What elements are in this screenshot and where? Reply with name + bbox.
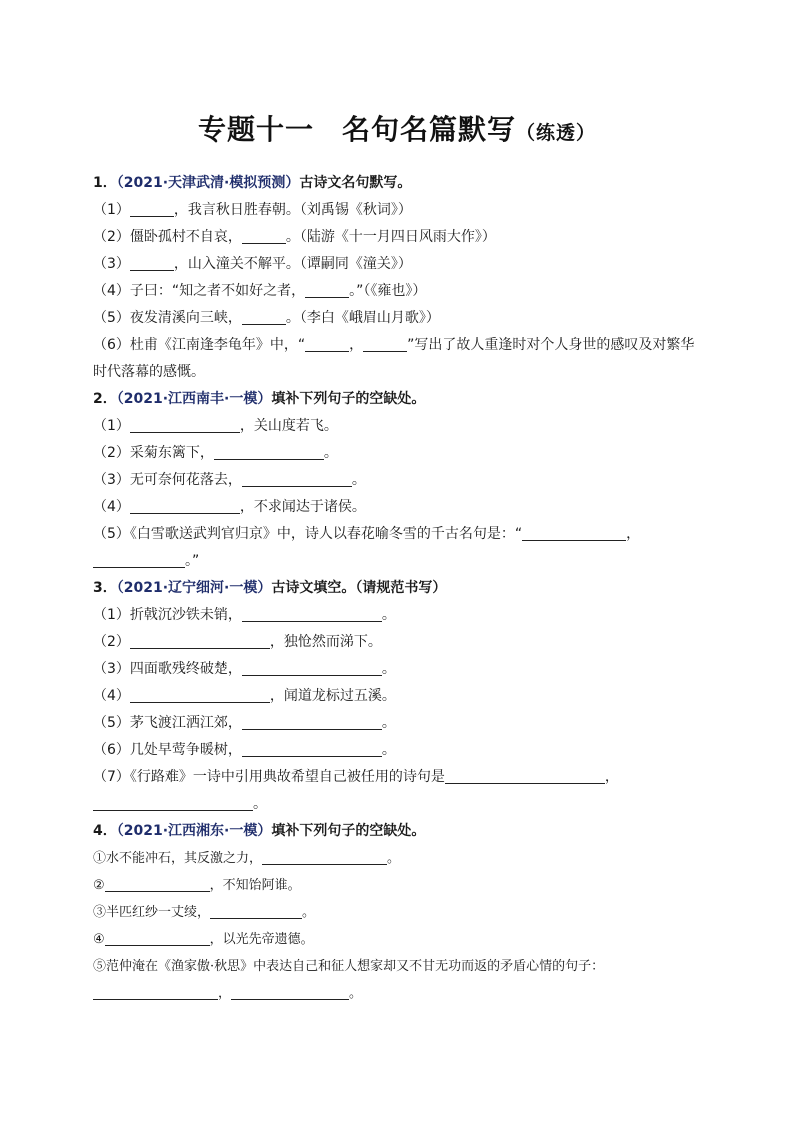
question-4-source: （2021·江西湘东·一模） — [116, 823, 272, 839]
q3-item-5: （5）茅飞渡江洒江郊， 。 — [93, 715, 396, 731]
q1-item-5: （5）夜发清溪向三峡， 。（李白《峨眉山月歌》） — [93, 310, 440, 326]
q1-item-4: （4）子曰：“知之者不如好之者， 。”（《雍也》） — [93, 283, 427, 299]
answer-blank[interactable] — [363, 336, 407, 352]
answer-blank[interactable] — [130, 687, 270, 703]
q3-item-1: （1）折戟沉沙铁未销， 。 — [93, 607, 396, 623]
answer-blank[interactable] — [130, 633, 270, 649]
answer-blank[interactable] — [105, 876, 210, 892]
answer-blank[interactable] — [214, 444, 324, 460]
question-3-heading: 3．（2021·辽宁细河·一模）古诗文填空。（请规范书写） — [93, 580, 447, 596]
q4-item-2: ② ，不知饴阿谁。 — [93, 878, 301, 893]
answer-blank[interactable] — [262, 849, 387, 865]
answer-blank[interactable] — [242, 741, 382, 757]
title-main: 专题十一 — [197, 113, 314, 146]
answer-blank[interactable] — [305, 336, 349, 352]
answer-blank[interactable] — [242, 660, 382, 676]
q1-item-1: （1） ，我言秋日胜春朝。（刘禹锡《秋词》） — [93, 202, 412, 218]
question-4-heading: 4．（2021·江西湘东·一模）填补下列句子的空缺处。 — [93, 823, 426, 839]
q3-item-3: （3）四面歌残终破楚， 。 — [93, 661, 396, 677]
title-main-2: 名句名篇默写 — [341, 113, 516, 146]
question-2-source: （2021·江西南丰·一模） — [116, 391, 272, 407]
answer-blank[interactable] — [130, 255, 174, 271]
answer-blank[interactable] — [242, 471, 352, 487]
q2-item-4: （4） ，不求闻达于诸侯。 — [93, 499, 366, 515]
q4-item-5-cont: ， 。 — [93, 980, 705, 1007]
q3-item-2: （2） ，独怆然而涕下。 — [93, 634, 382, 650]
answer-blank[interactable] — [93, 552, 185, 568]
q1-item-3: （3） ，山入潼关不解平。（谭嗣同《潼关》） — [93, 256, 412, 272]
title-sub: （练透） — [516, 122, 597, 144]
q4-item-5: ⑤范仲淹在《渔家傲·秋思》中表达自己和征人想家却又不甘无功而返的矛盾心情的句子： — [93, 959, 605, 974]
answer-blank[interactable] — [130, 498, 240, 514]
answer-blank[interactable] — [242, 309, 286, 325]
answer-blank[interactable] — [305, 282, 349, 298]
page-title — [0, 108, 794, 148]
q4-item-3: ③半匹红纱一丈绫， 。 — [93, 905, 316, 920]
answer-blank[interactable] — [231, 984, 349, 1000]
answer-blank[interactable] — [105, 930, 210, 946]
answer-blank[interactable] — [130, 201, 174, 217]
answer-blank[interactable] — [242, 714, 382, 730]
q3-item-4: （4） ，闻道龙标过五溪。 — [93, 688, 396, 704]
q2-item-3: （3）无可奈何花落去， 。 — [93, 472, 366, 488]
answer-blank[interactable] — [93, 984, 218, 1000]
q4-item-4: ④ ，以光先帝遗德。 — [93, 932, 314, 947]
question-2-heading: 2．（2021·江西南丰·一模）填补下列句子的空缺处。 — [93, 391, 426, 407]
q2-item-5: （5）《白雪歌送武判官归京》中，诗人以春花喻冬雪的千古名句是：“ ， — [93, 526, 641, 542]
q2-item-1: （1） ，关山度若飞。 — [93, 418, 338, 434]
answer-blank[interactable] — [445, 768, 605, 784]
answer-blank[interactable] — [93, 795, 253, 811]
q4-item-1: ①水不能冲石，其反激之力， 。 — [93, 851, 401, 866]
answer-blank[interactable] — [130, 417, 240, 433]
question-1-source: （2021·天津武清·模拟预测） — [116, 175, 300, 191]
answer-blank[interactable] — [242, 228, 286, 244]
questions — [93, 170, 705, 1007]
q2-item-5-cont: 。” — [93, 548, 705, 575]
question-3-source: （2021·辽宁细河·一模） — [116, 580, 272, 596]
q3-item-7-cont: 。 — [93, 791, 705, 818]
q1-item-6: （6）杜甫《江南逢李龟年》中，“ ， ”写出了故人重逢时对个人身世的感叹及对繁华时代落幕的感慨。 — [93, 337, 695, 380]
q1-item-2: （2）僵卧孤村不自哀， 。（陆游《十一月四日风雨大作》） — [93, 229, 496, 245]
q3-item-6: （6）几处早莺争暖树， 。 — [93, 742, 396, 758]
answer-blank[interactable] — [522, 525, 626, 541]
answer-blank[interactable] — [242, 606, 382, 622]
answer-blank[interactable] — [210, 903, 302, 919]
question-1-heading: 1．（2021·天津武清·模拟预测）古诗文名句默写。 — [93, 175, 412, 191]
q3-item-7: （7）《行路难》一诗中引用典故希望自己被任用的诗句是 ， — [93, 769, 619, 785]
q2-item-2: （2）采菊东篱下， 。 — [93, 445, 338, 461]
